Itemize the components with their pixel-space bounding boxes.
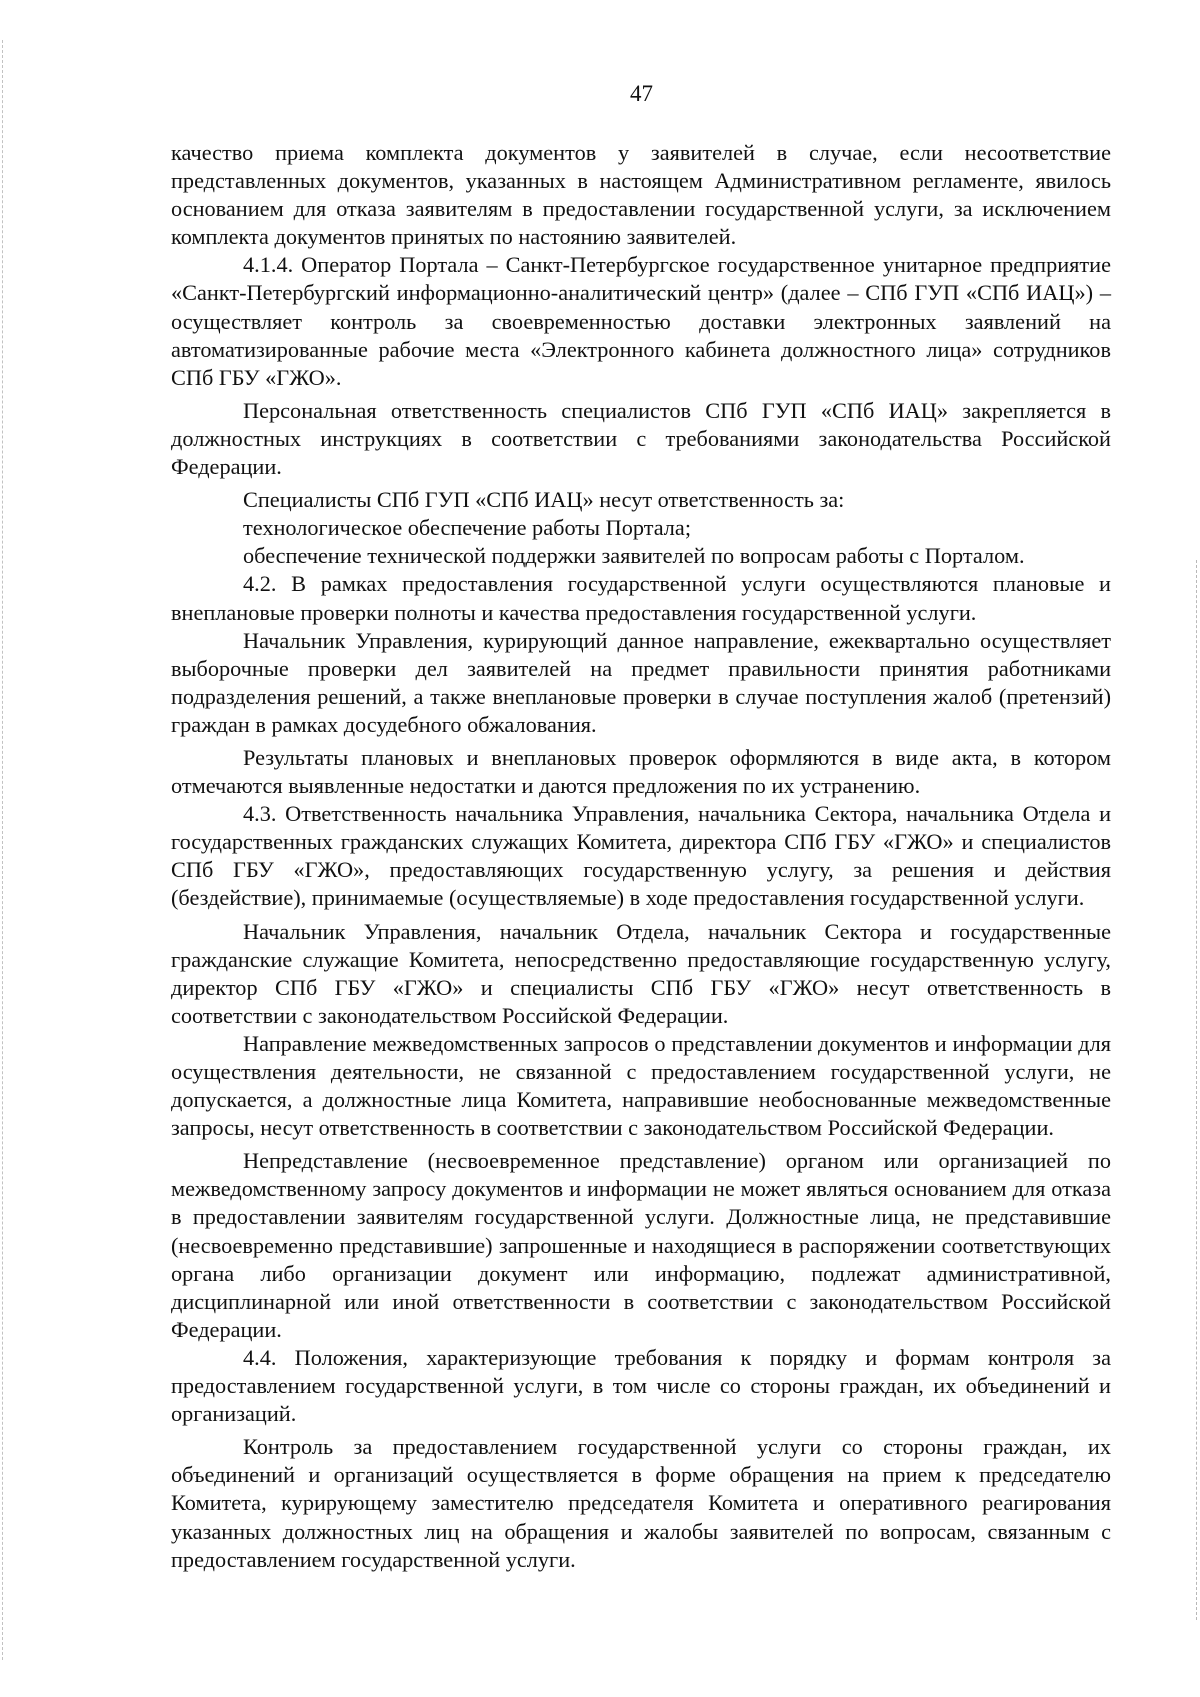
scan-edge-left	[2, 40, 4, 1660]
paragraph-4-1-4: 4.1.4. Оператор Портала – Санкт-Петербургское государственное унитарное предприятие «Санкт-Петербургский информационно-аналитический центр» (далее – СПб ГУП «СПб ИАЦ») – осуществляет контроль за своевременностью доставки электронных заявлений на автоматизированные рабочие места «Электронного кабинета должностного лица» сотрудников СПб ГБУ «ГЖО».	[171, 252, 1111, 390]
paragraph-continuation: качество приема комплекта документов у заявителей в случае, если несоответствие представленных документов, указанных в настоящем Административном регламенте, явилось основанием для отказа заявителям в предоставлении государственной услуги, за исключением комплекта документов принятых по настоянию заявителей.	[171, 140, 1111, 250]
paragraph-check-results: Результаты плановых и внеплановых проверок оформляются в виде акта, в котором отмечаются выявленные недостатки и даются предложения по их устранению.	[171, 744, 1111, 799]
paragraph-officials-responsibility: Начальник Управления, начальник Отдела, начальник Сектора и государственные гражданские служащие Комитета, непосредственно предоставляющие государственную услугу, директор СПб ГБУ «ГЖО» и специалисты СПб ГБУ «ГЖО» несут ответственность в соответствии с законодательством Российской Федерации.	[171, 918, 1111, 1028]
paragraph-citizen-control: Контроль за предоставлением государственной услуги со стороны граждан, их объединений и организаций осуществляется в форме обращения на прием к председателю Комитета, курирующему заместителю председателя Комитета и оперативного реагирования указанных должностных лиц на обращения и жалобы заявителей по вопросам, связанным с предоставлением государственной услуги.	[171, 1434, 1111, 1572]
paragraph-personal-responsibility: Персональная ответственность специалистов СПб ГУП «СПб ИАЦ» закрепляется в должностных инструкциях в соответствии с требованиями законодательства Российской Федерации.	[171, 397, 1111, 480]
paragraph-4-4: 4.4. Положения, характеризующие требования к порядку и формам контроля за предоставлением государственной услуги, в том числе со стороны граждан, их объединений и организаций.	[171, 1344, 1111, 1427]
scan-edge-right	[1196, 560, 1198, 1620]
paragraph-interagency-requests: Направление межведомственных запросов о представлении документов и информации для осуществления деятельности, не связанной с предоставлением государственной услуги, не допускается, а должностные лица Комитета, направившие необоснованные межведомственные запросы, несут ответственность в соответствии с законодательством Российской Федерации.	[171, 1030, 1111, 1141]
paragraph-non-submission: Непредставление (несвоевременное представление) органом или организацией по межведомственному запросу документов и информации не может являться основанием для отказа в предоставлении заявителям государственной услуги. Должностные лица, не представившие (несвоевременно представившие) запрошенные и находящиеся в распоряжении соответствующих органа либо организации документ или информацию, подлежат административной, дисциплинарной или иной ответственности в соответствии с законодательством Российской Федерации.	[171, 1148, 1111, 1342]
paragraph-4-2: 4.2. В рамках предоставления государственной услуги осуществляются плановые и внеплановые проверки полноты и качества предоставления государственной услуги.	[171, 571, 1111, 625]
paragraph-technological-support: технологическое обеспечение работы Портала;	[243, 515, 692, 541]
document-body	[171, 139, 1111, 1574]
paragraph-4-3: 4.3. Ответственность начальника Управления, начальника Сектора, начальника Отдела и государственных гражданских служащих Комитета, директора СПб ГБУ «ГЖО» и специалистов СПб ГБУ «ГЖО», предоставляющих государственную услугу, за решения и действия (бездействие), принимаемые (осуществляемые) в ходе предоставления государственной услуги.	[171, 801, 1111, 911]
paragraph-technical-support: обеспечение технической поддержки заявителей по вопросам работы с Порталом.	[243, 543, 1025, 569]
paragraph-head-of-department-checks: Начальник Управления, курирующий данное направление, ежеквартально осуществляет выборочные проверки дел заявителей на предмет правильности принятия работниками подразделения решений, а также внеплановые проверки в случае поступления жалоб (претензий) граждан в рамках досудебного обжалования.	[171, 627, 1111, 737]
paragraph-specialists-responsible: Специалисты СПб ГУП «СПб ИАЦ» несут ответственность за:	[243, 487, 845, 513]
page-number: 47	[630, 81, 653, 106]
